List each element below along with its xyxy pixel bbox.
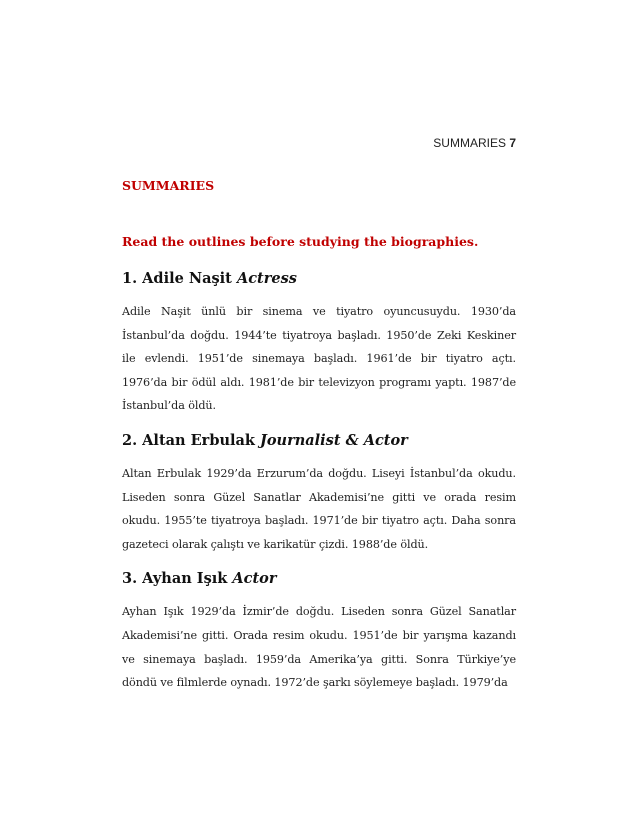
biography-role: Actress [236,270,297,287]
biography-name: 2. Altan Erbulak [122,431,255,449]
biography-text: Ayhan Işık 1929’da İzmir’de doğdu. Liseden sonra Güzel Sanatlar Akademisi’ne gitti. Orada resim okudu. 1951’de bir yarışma kazandı ve sinemaya başladı. 1959’da Amerika’ya gitti. Sonra Türkiye’ye döndü ve filmlerde oynadı. 1972’de şarkı söylemeye başladı. 1979’da [122,605,516,690]
biography-heading [122,268,516,290]
biography-text: Adile Naşit ünlü bir sinema ve tiyatro oyuncusuydu. 1930’da İstanbul’da doğdu. 1944’te tiyatroya başladı. 1950’de Zeki Keskiner ile evlendi. 1951’de sinemaya başladı. 1961’de bir tiyatro açtı. 1976’da bir ödül aldı. 1981’de bir televizyon programı yaptı. 1987’de İstanbul’da öldü. [122,305,516,413]
biography-heading [122,430,516,452]
biography-2 [122,430,516,556]
biography-role: Actor [232,570,277,588]
biography-1 [122,268,516,418]
running-head [433,136,516,150]
biography-3 [122,568,516,694]
biography-text: Altan Erbulak 1929’da Erzurum’da doğdu. Liseyi İstanbul’da okudu. Liseden sonra Güzel Sanatlar Akademisi’ne gitti ve orada resim okudu. 1955’te tiyatroya başladı. 1971’de bir tiyatro açtı. Daha sonra gazeteci olarak çalıştı ve karikatür çizdi. 1988’de öldü. [122,466,516,551]
running-head-label: SUMMARIES [433,136,506,150]
main-content [122,176,516,707]
biography-role: Journalist & Actor [260,431,408,449]
instruction-text: Read the outlines before studying the biographies. [122,234,479,249]
section-title: SUMMARIES [122,178,215,193]
biography-heading [122,568,516,590]
page-number: 7 [509,136,516,150]
biography-name: 1. Adile Naşit [122,270,232,287]
biography-name: 3. Ayhan Işık [122,570,228,588]
